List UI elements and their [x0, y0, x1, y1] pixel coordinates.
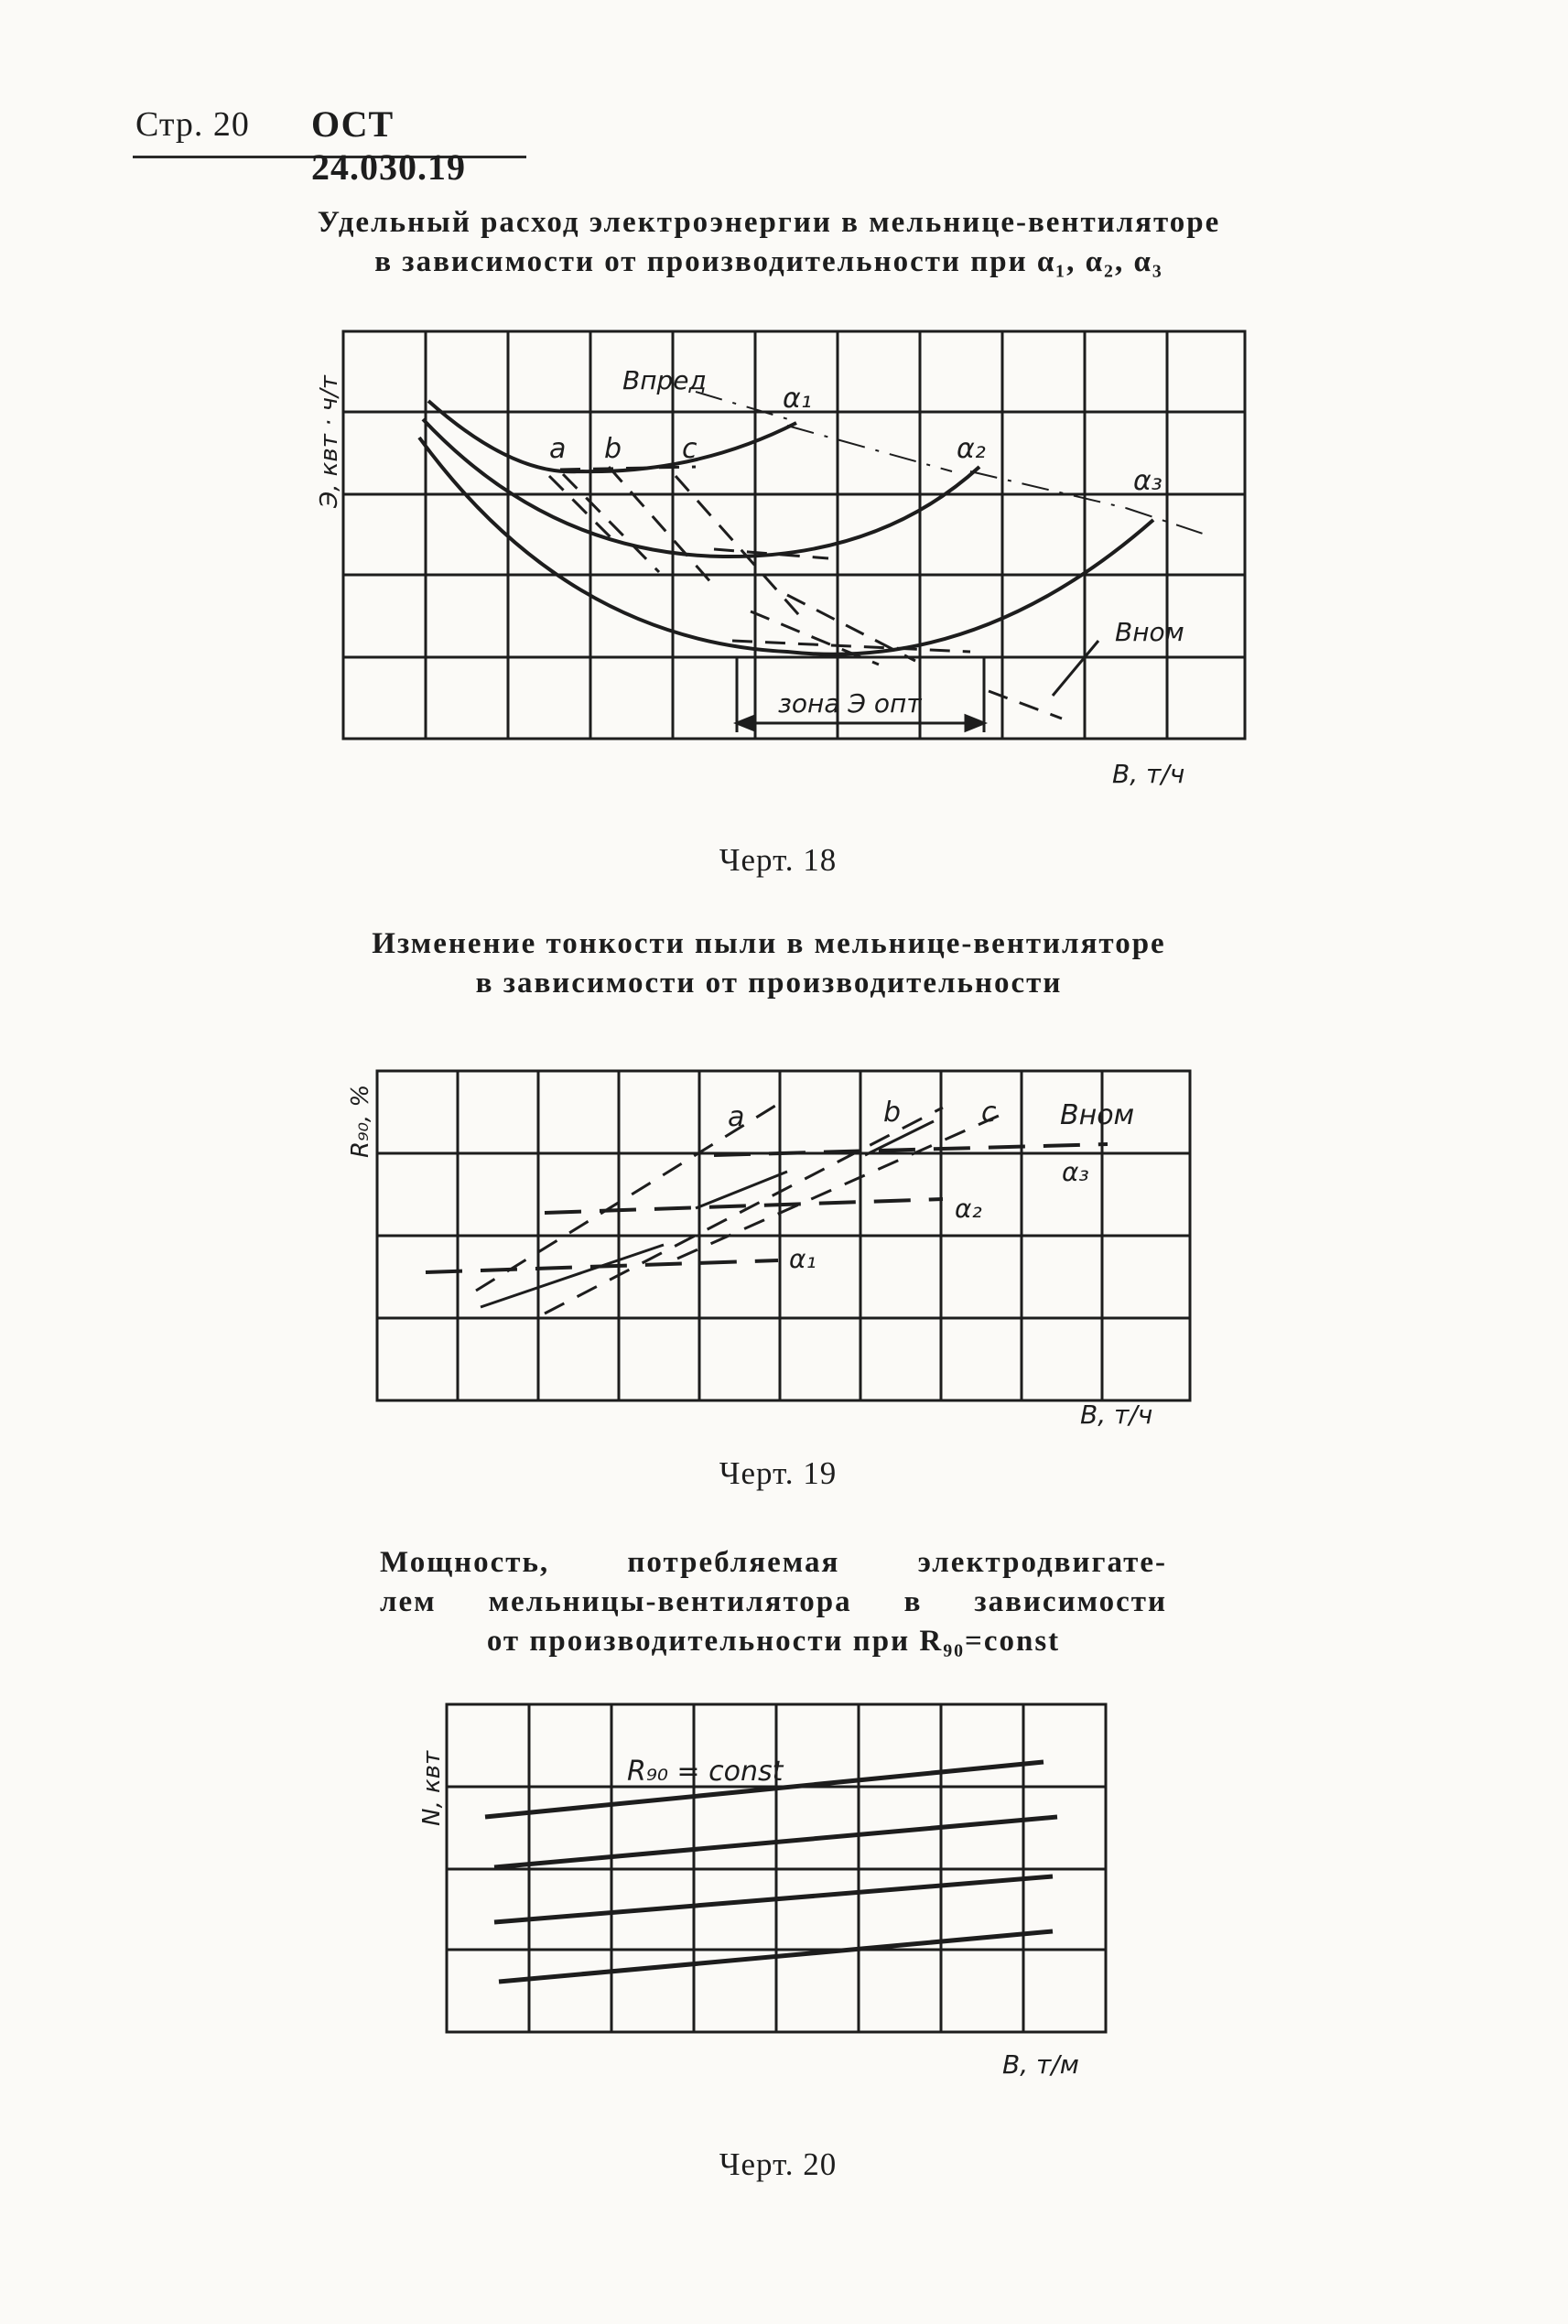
- figure-19-horizontal-dashes: [426, 1144, 1108, 1272]
- label-c: c: [682, 433, 697, 465]
- figure-18-dashed: [549, 467, 1062, 719]
- label-b-nom: Вном: [1115, 617, 1184, 647]
- figure-20-title-line-3: от производительности при R₉₀=const: [486, 1625, 1061, 1658]
- figure-19-caption: Черт. 19: [719, 1455, 838, 1491]
- curve-alpha2: [423, 419, 979, 557]
- label-a: a: [549, 433, 567, 465]
- figure-20-caption: Черт. 20: [719, 2146, 838, 2182]
- label-alpha3: α₃: [1133, 465, 1162, 497]
- figure-20-grid: [447, 1704, 1106, 2032]
- label-r90-const: R₉₀ = const: [627, 1756, 784, 1788]
- r90-line-1: [485, 1762, 1044, 1817]
- label-alpha1-19: α₁: [789, 1244, 816, 1274]
- figure-19-title-line-1: Изменение тонкости пыли в мельнице-вентиляторе: [372, 927, 1166, 960]
- label-b-pred: Впред: [622, 365, 707, 395]
- x-axis-label-18: В, т/ч: [1112, 759, 1185, 789]
- figure-18-title-line-2: в зависимости от производительности при α₁, α₂, α₃: [374, 245, 1163, 278]
- curve-alpha1: [428, 401, 796, 471]
- figure-19-solid-lines: [481, 1121, 934, 1307]
- figure-20-title: [380, 1543, 1167, 1661]
- figure-18-zone-arrow: [737, 641, 1098, 732]
- figure-18-title: [220, 203, 1318, 282]
- label-alpha1: α₁: [783, 383, 812, 415]
- figure-18-title-line-1: Удельный расход электроэнергии в мельнице-вентиляторе: [317, 206, 1221, 239]
- figure-20-lines: [485, 1762, 1057, 1982]
- figure-18-curves: [419, 401, 1153, 654]
- figure-19-grid: [377, 1071, 1190, 1400]
- y-axis-label-18: Э, квт · ч/т: [316, 375, 343, 508]
- label-b-nom-19: Вном: [1060, 1099, 1135, 1131]
- label-b: b: [604, 433, 622, 465]
- label-alpha2-19: α₂: [955, 1194, 982, 1224]
- label-alpha2: α₂: [957, 433, 986, 465]
- x-axis-label-19: В, т/ч: [1080, 1400, 1153, 1430]
- figure-20-title-line-1: Мощность, потребляемая электродвигате-: [380, 1546, 1167, 1579]
- label-b-19: b: [883, 1097, 902, 1129]
- figure-19-title-line-2: в зависимости от производительности: [475, 967, 1063, 1000]
- label-c-19: c: [981, 1097, 997, 1129]
- figure-19-diagonal-dashes: [476, 1098, 1007, 1313]
- standard-code: ОСТ 24.030.19: [311, 103, 466, 188]
- r90-line-2: [494, 1817, 1057, 1867]
- page-number: Стр. 20: [135, 105, 250, 144]
- figure-18-caption: Черт. 18: [719, 842, 838, 878]
- figure-18-limit-lines: [696, 392, 1208, 535]
- y-axis-label-19: R₉₀, %: [347, 1084, 374, 1158]
- label-alpha3-19: α₃: [1062, 1157, 1089, 1187]
- figure-18-grid: [343, 331, 1245, 739]
- figure-20-title-line-2: лем мельницы-вентилятора в зависимости: [380, 1585, 1167, 1618]
- page-header: [133, 103, 526, 188]
- figure-19-title: [275, 924, 1263, 1003]
- label-zone: зона Э опт: [778, 688, 922, 719]
- label-a-19: a: [728, 1101, 745, 1133]
- r90-line-3: [494, 1876, 1053, 1922]
- curve-alpha3: [419, 438, 1153, 654]
- r90-line-4: [499, 1931, 1053, 1982]
- x-axis-label-20: В, т/м: [1002, 2049, 1079, 2080]
- y-axis-label-20: N, квт: [418, 1750, 446, 1826]
